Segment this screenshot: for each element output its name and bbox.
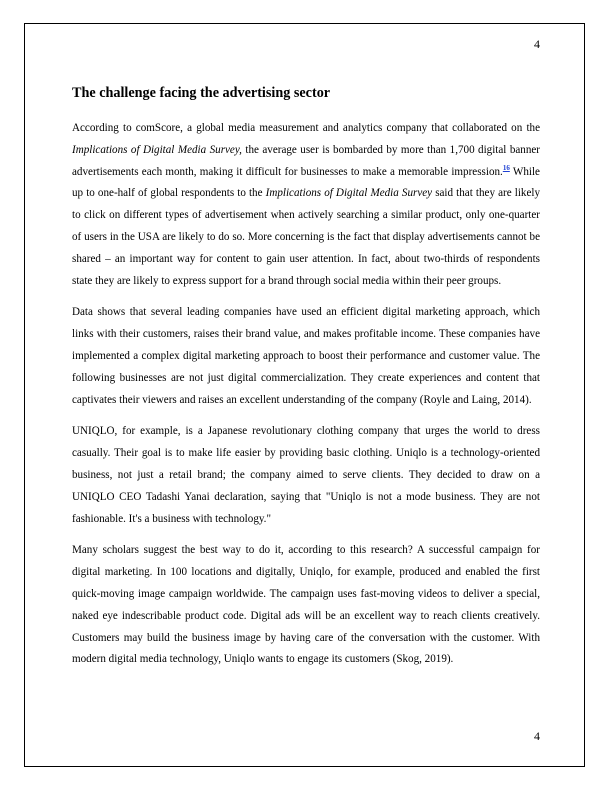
page-number-bottom: 4 [534,729,540,743]
paragraph-text: the average user is bombarded by more than 1,700 digital banner advertisements each month, making it difficult for businesses to make a memorable impression. [72,143,541,178]
paragraph-text: According to comScore, a global media measurement and analytics company that collaborated on the [72,122,540,134]
survey-title: Implications of Digital Media Survey [265,187,433,200]
paragraph-text: said that they are likely to click on different types of advertisement when actively searching a similar product, only one-quarter of users in the USA are likely to do so. More concerning is the fact that display advertisements cannot be shared – an important way for content to gain user attention. In fact, about two-thirds of respondents state they are likely to express support for a brand through social media within their peer groups. [72,187,541,287]
paragraph-uniqlo: UNIQLO, for example, is a Japanese revolutionary clothing company that urges the world to dress casually. Their goal is to make life easier by providing basic clothing. Uniqlo is a technology-oriented business, not just a retail brand; the company aimed to serve clients. They decided to draw on a UNIQLO CEO Tadashi Yanai declaration, saying that "Uniqlo is not a mode business. They are not fashionable. It's a business with technology." [72,425,540,525]
paragraph-campaign: Many scholars suggest the best way to do it, according to this research? A successful campaign for digital marketing. In 100 locations and digitally, Uniqlo, for example, produced and enabled the first quick-moving image campaign worldwide. The campaign uses fast-moving videos to deliver a special, naked eye indescribable product code. Digital ads will be an excellent way to reach clients creatively. Customers may build the business image by having care of the conversation with the customer. With modern digital media technology, Uniqlo wants to engage its customers (Skog, 2019). [72,544,540,666]
paragraph-text: While up to one-half of global respondents to the [72,165,540,200]
section-heading: The challenge facing the advertising sector [72,85,331,101]
survey-title: Implications of Digital Media Survey, [72,143,242,156]
document-body [72,84,540,681]
footnote-link[interactable]: 16 [502,163,510,172]
paragraph-comscore [72,118,540,292]
footnote-marker[interactable] [503,164,510,172]
page-number-top: 4 [534,37,540,51]
paragraph-digital-marketing: Data shows that several leading companies have used an efficient digital marketing approach, which links with their customers, raises their brand value, and makes profitable income. These companies have implemented a complex digital marketing approach to boost their performance and customer value. The following businesses are not just digital commercialization. They create experiences and content that captivates their viewers and raises an excellent understanding of the company (Royle and Laing, 2014). [72,306,540,406]
